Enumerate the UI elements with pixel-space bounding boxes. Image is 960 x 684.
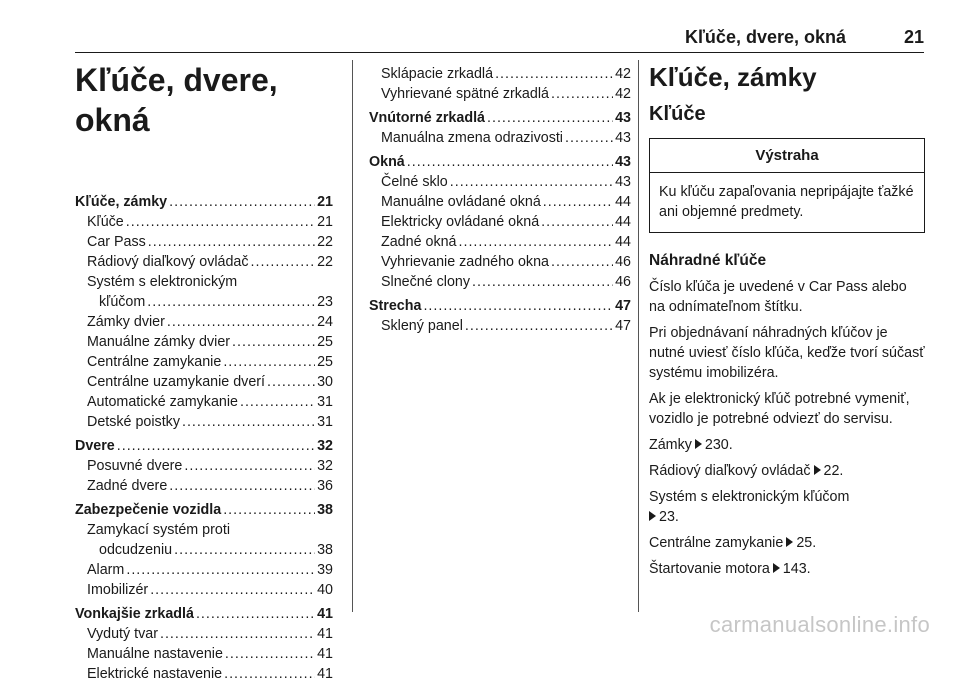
toc-leader [407,152,613,172]
reference-page: 23. [659,509,679,525]
toc-entry[interactable] [369,232,631,252]
toc-entry[interactable] [75,392,333,412]
toc-page-number: 44 [615,234,631,250]
toc-entry-label: Zadné okná [381,234,457,250]
toc-entry-label: Sklený panel [381,318,463,334]
toc-entry-label: Elektrické nastavenie [87,666,223,682]
reference-arrow-icon [695,439,702,449]
toc-leader [167,312,315,332]
toc-page-number: 31 [317,414,333,430]
toc-page-number: 38 [317,542,333,558]
toc-entry-label: Systém s elektronickým [87,274,238,290]
toc-leader [240,392,315,412]
running-title: Kľúče, dvere, okná [685,27,846,47]
toc-leader [267,372,315,392]
toc-page-number: 43 [615,130,631,146]
reference-page: 143. [782,561,811,577]
toc-leader [551,84,613,104]
toc-page-number: 32 [317,438,333,454]
toc-page-number: 40 [317,582,333,598]
toc-entry-label: Posuvné dvere [87,458,183,474]
toc-entry-label: Centrálne zamykanie [87,354,222,370]
reference-arrow-icon [773,563,780,573]
toc-leader [182,412,315,432]
toc-leader [147,292,315,312]
reference-arrow-icon [649,511,656,521]
toc-entry[interactable] [75,232,333,252]
warning-text: Ku kľúču zapaľovania nepripájajte ťažké ani objemné predmety. [659,184,914,220]
toc-entry-label: Imobilizér [87,582,149,598]
cross-reference[interactable] [649,461,925,481]
toc-entry-label: Elektricky ovládané okná [381,214,540,230]
toc-page-number: 21 [317,214,333,230]
toc-entry[interactable] [75,580,333,600]
toc-page-number: 32 [317,458,333,474]
toc-entry-label: Vydutý tvar [87,626,158,642]
toc-entry[interactable] [369,192,631,212]
toc-leader [126,212,315,232]
toc-entry-label: Automatické zamykanie [87,394,238,410]
toc-leader [551,252,613,272]
toc-entry-label-cont: odcudzeniu [99,542,173,558]
toc-entry[interactable] [75,332,333,352]
cross-reference[interactable] [649,533,925,553]
toc-entry-label: Kľúče, zámky [75,194,168,210]
toc-page-number: 31 [317,394,333,410]
cross-reference[interactable] [649,487,925,527]
toc-main-entry[interactable] [369,296,631,316]
toc-leader [232,332,315,352]
toc-entry[interactable] [75,352,333,372]
toc-entry-label-cont: kľúčom [99,294,146,310]
toc-entry[interactable] [369,212,631,232]
reference-arrow-icon [786,537,793,547]
toc-leader [487,108,613,128]
cross-reference[interactable] [649,435,925,455]
toc-list-2 [369,64,631,336]
toc-entry-label: Kľúče [87,214,124,230]
toc-entry[interactable] [75,664,333,684]
page-number: 21 [903,27,924,47]
toc-entry-label: Zabezpečenie vozidla [75,502,222,518]
toc-leader [450,172,613,192]
toc-page-number: 44 [615,214,631,230]
toc-entry[interactable] [369,316,631,336]
toc-page-number: 43 [615,154,631,170]
cross-reference[interactable] [649,559,925,579]
toc-entry[interactable] [75,624,333,644]
toc-entry[interactable] [369,64,631,84]
toc-entry-label: Manuálna zmena odrazivosti [381,130,563,146]
toc-entry-label: Alarm [87,562,125,578]
content-column [649,60,925,585]
chapter-title: Kľúče, dvere, okná [75,62,278,138]
reference-page: 25. [796,535,817,551]
reference-label: Centrálne zamykanie [649,535,784,551]
paragraph: Číslo kľúča je uvedené v Car Pass alebo na odnímateľnom štítku. [649,279,907,315]
toc-entry-label: Vonkajšie zrkadlá [75,606,194,622]
toc-entry[interactable] [369,252,631,272]
toc-leader [225,644,315,664]
toc-page-number: 46 [615,274,631,290]
toc-page-number: 42 [615,86,631,102]
toc-page-number: 43 [615,110,631,126]
warning-heading: Výstraha [650,139,924,173]
toc-leader [543,192,613,212]
paragraph: Ak je elektronický kľúč potrebné vymeniť, vozidlo je potrebné odviezť do servisu. [649,391,910,427]
toc-main-entry[interactable] [75,500,333,520]
toc-entry[interactable] [75,560,333,580]
toc-page-number: 41 [317,626,333,642]
toc-page-number: 25 [317,334,333,350]
toc-page-number: 36 [317,478,333,494]
toc-leader [224,664,315,684]
toc-leader [541,212,613,232]
toc-leader [148,232,315,252]
reference-page: 22. [823,463,844,479]
reference-arrow-icon [814,465,821,475]
toc-page-number: 41 [317,646,333,662]
reference-label: Rádiový diaľkový ovládač [649,463,811,479]
toc-entry-label: Slnečné clony [381,274,471,290]
reference-label: Zámky [649,437,692,453]
toc-leader [251,252,316,272]
toc-page-number: 30 [317,374,333,390]
toc-entry[interactable] [75,412,333,432]
toc-column-1 [75,60,333,684]
toc-page-number: 47 [615,298,631,314]
toc-page-number: 22 [317,234,333,250]
toc-entry[interactable] [75,456,333,476]
toc-leader [565,128,613,148]
toc-entry[interactable] [75,372,333,392]
toc-entry-label: Čelné sklo [381,174,448,190]
toc-page-number: 39 [317,562,333,578]
toc-entry[interactable] [75,252,333,272]
replacement-keys-heading: Náhradné kľúče [649,252,767,269]
toc-leader [223,500,315,520]
toc-leader [472,272,613,292]
toc-entry-label: Manuálne ovládané okná [381,194,541,210]
toc-entry[interactable] [369,84,631,104]
toc-entry-label: Centrálne uzamykanie dverí [87,374,266,390]
toc-page-number: 25 [317,354,333,370]
toc-page-number: 38 [317,502,333,518]
toc-leader [184,456,315,476]
toc-main-entry[interactable] [75,436,333,456]
toc-page-number: 46 [615,254,631,270]
toc-main-entry[interactable] [75,604,333,624]
toc-leader [169,476,315,496]
toc-page-number: 44 [615,194,631,210]
toc-leader [150,580,315,600]
toc-entry-label: Strecha [369,298,422,314]
toc-page-number: 42 [615,66,631,82]
toc-leader [465,316,613,336]
toc-entry-label: Zamykací systém proti [87,522,230,538]
toc-entry-label: Rádiový diaľkový ovládač [87,254,249,270]
toc-main-entry[interactable] [369,152,631,172]
reference-label: Systém s elektronickým kľúčom [649,489,850,505]
toc-page-number: 41 [317,606,333,622]
subsection-title: Kľúče [649,103,706,125]
toc-entry[interactable] [369,172,631,192]
toc-entry[interactable] [75,476,333,496]
toc-entry-label: Dvere [75,438,115,454]
toc-entry-label: Zámky dvier [87,314,165,330]
page-header [75,26,924,53]
toc-leader [160,624,315,644]
toc-entry-label: Vyhrievanie zadného okna [381,254,549,270]
toc-page-number: 22 [317,254,333,270]
toc-list-1 [75,192,333,684]
toc-entry[interactable] [369,128,631,148]
reference-page: 230. [704,437,733,453]
toc-entry-label: Detské poistky [87,414,180,430]
toc-page-number: 41 [317,666,333,682]
toc-entry-label: Okná [369,154,405,170]
toc-leader [169,192,315,212]
reference-label: Štartovanie motora [649,561,770,577]
toc-page-number: 21 [317,194,333,210]
toc-entry[interactable] [75,520,333,560]
toc-entry-label: Vyhrievané spätné zrkadlá [381,86,549,102]
warning-box [649,138,925,233]
toc-leader [126,560,315,580]
toc-leader [117,436,315,456]
toc-entry[interactable] [369,272,631,292]
watermark: carmanualsonline.info [709,612,930,637]
toc-page-number: 47 [615,318,631,334]
toc-leader [196,604,315,624]
toc-entry-label: Vnútorné zrkadlá [369,110,485,126]
toc-entry-label: Manuálne nastavenie [87,646,223,662]
toc-entry[interactable] [75,312,333,332]
column-divider-2 [638,60,639,612]
toc-entry[interactable] [75,212,333,232]
paragraph: Pri objednávaní náhradných kľúčov je nutné uviesť číslo kľúča, keďže tvorí súčasť systému imobilizéra. [649,325,925,381]
cross-references [649,435,925,579]
toc-main-entry[interactable] [369,108,631,128]
toc-entry-label: Car Pass [87,234,146,250]
toc-leader [223,352,315,372]
toc-page-number: 43 [615,174,631,190]
toc-leader [174,540,315,560]
toc-leader [423,296,613,316]
toc-main-entry[interactable] [75,192,333,212]
toc-entry-label: Sklápacie zrkadlá [381,66,494,82]
toc-page-number: 24 [317,314,333,330]
toc-entry[interactable] [75,272,333,312]
toc-leader [459,232,614,252]
toc-column-2 [369,64,631,336]
toc-entry-label: Zadné dvere [87,478,168,494]
toc-entry-label: Manuálne zámky dvier [87,334,231,350]
toc-leader [495,64,613,84]
toc-entry[interactable] [75,644,333,664]
section-title: Kľúče, zámky [649,62,817,92]
column-divider-1 [352,60,353,612]
toc-page-number: 23 [317,294,333,310]
